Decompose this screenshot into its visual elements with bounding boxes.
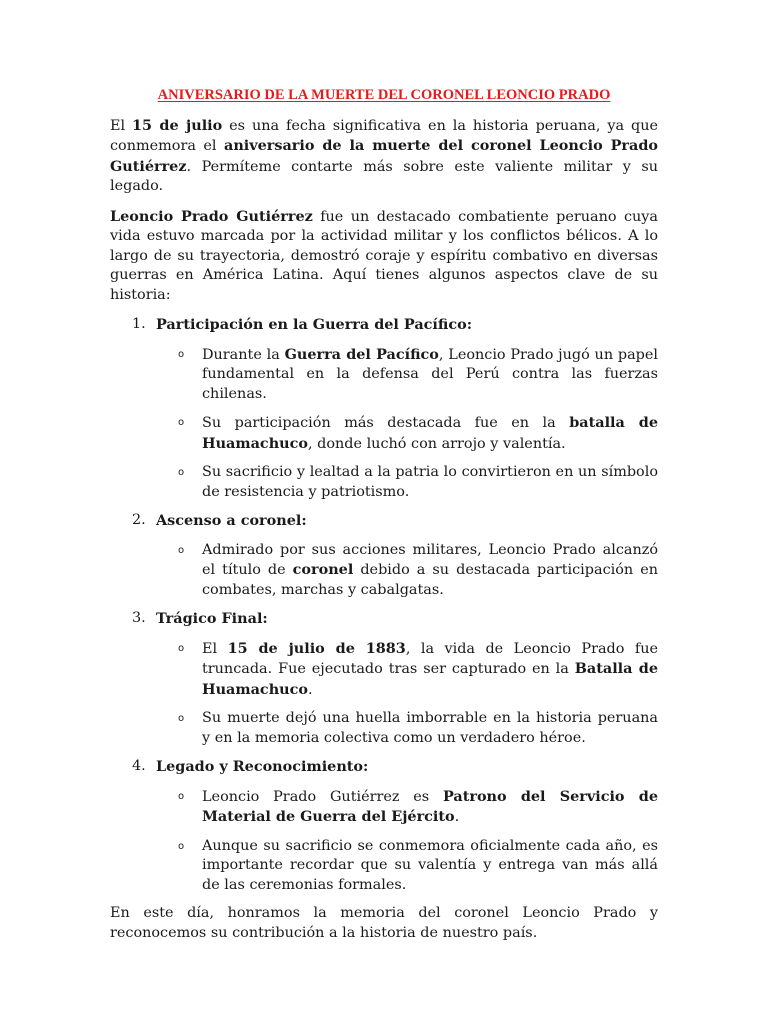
bullet-circle-icon: o <box>178 642 185 654</box>
section-4 <box>110 757 658 895</box>
list-item <box>110 413 658 454</box>
item-text: Durante la <box>202 346 285 363</box>
bullet-circle-icon: o <box>178 544 185 556</box>
item-bold: coronel <box>292 561 354 578</box>
item-bold: Batalla de Huamachuco <box>202 660 658 698</box>
section-title: Legado y Reconocimiento: <box>156 758 369 775</box>
document-title: ANIVERSARIO DE LA MUERTE DEL CORONEL LEONCIO PRADO <box>157 87 611 103</box>
bullet-list <box>110 345 658 503</box>
section-2 <box>110 511 658 600</box>
closing-paragraph: En este día, honramos la memoria del coronel Leoncio Prado y reconocemos su contribución a la historia de nuestro país. <box>110 905 658 941</box>
item-text: debido a su destacada participación en combates, marchas y cabalgatas. <box>202 562 658 598</box>
list-item <box>110 787 658 828</box>
bullet-list <box>110 787 658 896</box>
list-item <box>110 463 658 502</box>
section-3 <box>110 609 658 748</box>
list-item <box>110 541 658 601</box>
item-text: , Leoncio Prado jugó un papel fundamental en la defensa del Perú contra las fuerzas chilenas. <box>202 346 658 402</box>
bullet-circle-icon: o <box>178 467 185 478</box>
item-bold: Guerra del Pacífico <box>284 345 439 363</box>
item-text: . <box>307 681 313 698</box>
bullet-circle-icon: o <box>178 713 185 724</box>
section-title: Trágico Final: <box>156 610 268 627</box>
item-text: Admirado por sus acciones militares, Leoncio Prado alcanzó el título de <box>202 541 658 578</box>
item-text: Aunque su sacrificio se conmemora oficialmente cada año, es importante recordar que su valentía y entrega van más allá de las ceremonias formales. <box>202 837 658 893</box>
section-heading <box>110 511 658 532</box>
item-bold: 15 de julio de 1883 <box>227 639 406 657</box>
intro-text-2: es una fecha significativa en la historia peruana, ya que conmemora el <box>110 117 659 154</box>
intro-text-3: . Permíteme contarte más sobre este valiente militar y su legado. <box>110 158 658 194</box>
item-text: , donde luchó con arrojo y valentía. <box>307 435 566 452</box>
bullet-list <box>110 541 658 601</box>
intro-date: 15 de julio <box>132 116 223 134</box>
list-item <box>110 837 658 896</box>
section-1 <box>110 315 658 502</box>
biography-paragraph <box>110 207 658 306</box>
section-heading <box>110 315 658 336</box>
section-number: 2. <box>132 512 146 528</box>
intro-paragraph <box>110 116 658 197</box>
item-text: . <box>454 809 460 825</box>
section-heading <box>110 757 658 778</box>
section-title: Participación en la Guerra del Pacífico: <box>156 316 473 333</box>
document-page <box>110 86 658 953</box>
bullet-list <box>110 639 658 749</box>
section-number: 3. <box>132 610 146 626</box>
bullet-circle-icon: o <box>178 348 185 360</box>
list-item <box>110 709 658 748</box>
intro-text-1: El <box>110 117 133 134</box>
item-text: Su sacrificio y lealtad a la patria lo convirtieron en un símbolo de resistencia y patriotismo. <box>202 464 658 500</box>
sections-list <box>110 315 658 895</box>
section-number: 1. <box>132 316 146 332</box>
bio-text: fue un destacado combatiente peruano cuya vida estuvo marcada por la actividad militar y los conflictos bélicos. A lo largo de su trayectoria, demostró coraje y espíritu combativo en diversas guerras en América Latina. Aquí tienes algunos aspectos clave de su historia: <box>110 208 658 303</box>
section-title: Ascenso a coronel: <box>156 512 307 529</box>
intro-anniversary: aniversario de la muerte del coronel Leoncio Prado Gutiérrez <box>110 137 658 175</box>
item-text: , la vida de Leoncio Prado fue truncada. Fue ejecutado tras ser capturado en la <box>202 640 658 677</box>
item-text: Su participación más destacada fue en la <box>202 415 570 431</box>
item-bold: batalla de Huamachuco <box>202 414 658 452</box>
item-bold: Patrono del Servicio de Material de Guerra del Ejército <box>202 787 658 825</box>
bullet-circle-icon: o <box>178 790 185 802</box>
list-item <box>110 345 658 405</box>
item-text: El <box>202 640 228 657</box>
section-heading <box>110 609 658 630</box>
item-text: Su muerte dejó una huella imborrable en la historia peruana y en la memoria colectiva como un verdadero héroe. <box>202 710 658 746</box>
bio-name: Leoncio Prado Gutiérrez <box>110 207 313 225</box>
section-number: 4. <box>132 758 146 774</box>
list-item <box>110 639 658 701</box>
bullet-circle-icon: o <box>178 417 185 428</box>
item-text: Leoncio Prado Gutiérrez es <box>202 788 443 805</box>
bullet-circle-icon: o <box>178 840 185 852</box>
